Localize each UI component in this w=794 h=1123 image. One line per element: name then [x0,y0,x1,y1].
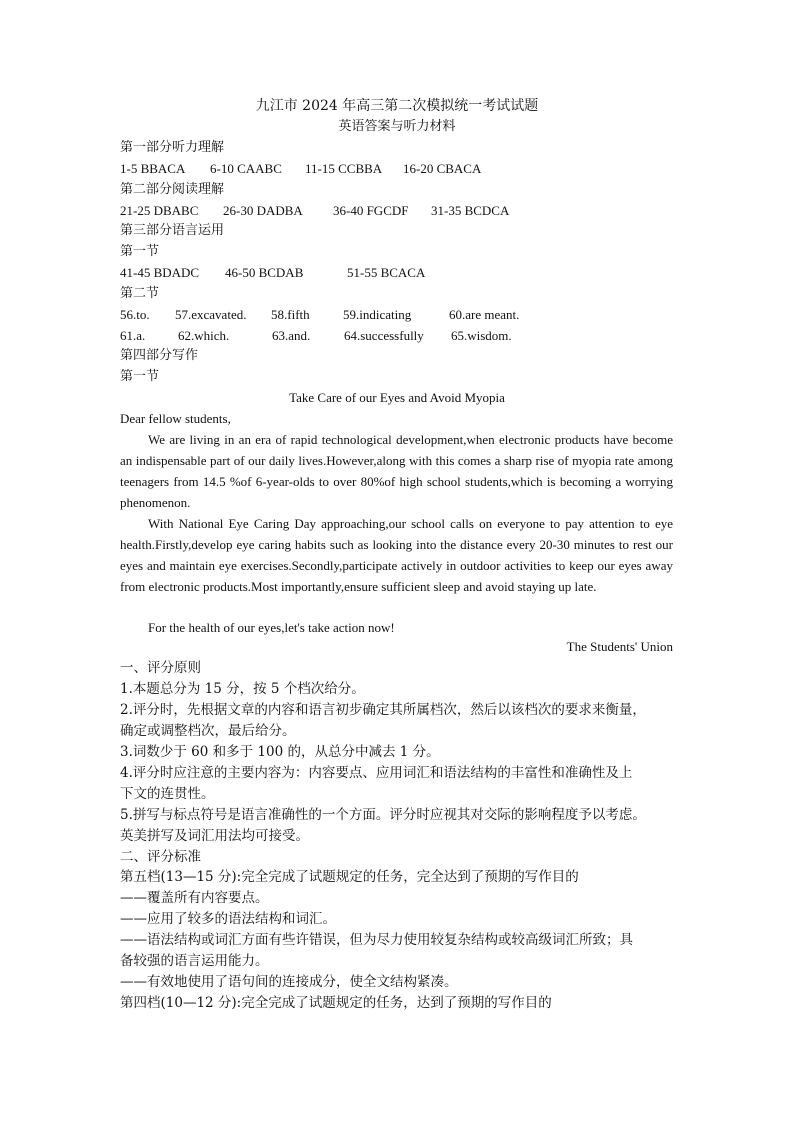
answer-group: 26-30 DADBA [223,203,303,218]
essay-paragraph-3: For the health of our eyes,let's take action now! [148,620,395,635]
answer-group: 11-15 CCBBA [305,161,383,176]
standard-line: 备较强的语言运用能力。 [120,953,269,969]
essay-salutation: Dear fellow students, [120,411,231,426]
answer-group: 36-40 FGCDF [333,203,409,218]
answer-item: 57.excavated. [175,307,247,322]
answer-item: 61.a. [120,328,146,343]
answer-item: 64.successfully [344,328,424,343]
part1-heading: 第一部分听力理解 [120,140,225,155]
principle-line: 英美拼写及词汇用法均可接受。 [120,828,309,844]
principle-line: 1.本题总分为 15 分，按 5 个档次给分。 [120,681,365,697]
standard-line: ——有效地使用了语句间的连接成分，使全文结构紧凑。 [120,974,458,990]
essay-paragraph-1: We are living in an era of rapid technological development,when electronic products have become an indispensable part of our daily lives.However,along with this comes a sharp rise of myopia rate among teenagers from 14.5 %of 6-year-olds to over 80%of high school students,which is becoming a worrying phenomenon. [120,432,673,510]
standard-line: ——语法结构或词汇方面有些许错误，但为尽力使用较复杂结构或较高级词汇所致；具 [120,932,633,948]
page-subtitle: 英语答案与听力材料 [338,119,456,134]
answer-group: 46-50 BCDAB [225,265,304,280]
principles-heading: 一、评分原则 [120,660,201,676]
answer-item: 58.fifth [271,307,310,322]
answer-item: 63.and. [272,328,311,343]
part3-section2-row2 [120,327,680,345]
answer-group: 16-20 CBACA [403,161,482,176]
part4-heading: 第四部分写作 [120,348,199,363]
answer-item: 56.to. [120,307,150,322]
part2-heading: 第二部分阅读理解 [120,182,225,197]
part2-answers [120,202,680,220]
page-title: 九江市 2024 年高三第二次模拟统一考试试题 [255,98,539,114]
part1-answers [120,160,680,178]
essay-paragraph-2: With National Eye Caring Day approaching,our school calls on everyone to pay attention to eye health.Firstly,develop eye caring habits such as looking into the distance every 20-30 minutes to rest our eyes and maintain eye exercises.Secondly,participate actively in outdoor activities to keep our eyes away from electronic products.Most importantly,ensure sufficient sleep and avoid staying up late. [120,516,673,594]
standard-line: 第五档(13—15 分):完全完成了试题规定的任务，完全达到了预期的写作目的 [120,869,579,885]
standard-line: ——应用了较多的语法结构和词汇。 [120,911,336,927]
answer-item: 62.which. [178,328,230,343]
part4-section1-heading: 第一节 [120,369,160,384]
answer-group: 6-10 CAABC [210,161,282,176]
principle-line: 5.拼写与标点符号是语言准确性的一个方面。评分时应视其对交际的影响程度予以考虑。 [120,807,646,823]
standard-line: ——覆盖所有内容要点。 [120,890,269,906]
answer-item: 60.are meant. [449,307,520,322]
essay-signature: The Students' Union [566,639,673,654]
part3-section2-heading: 第二节 [120,286,160,301]
part3-section1-heading: 第一节 [120,244,160,259]
answer-group: 41-45 BDADC [120,265,200,280]
essay-title: Take Care of our Eyes and Avoid Myopia [289,390,505,405]
answer-group: 1-5 BBACA [120,161,186,176]
principle-line: 3.词数少于 60 和多于 100 的，从总分中减去 1 分。 [120,744,440,760]
answer-item: 65.wisdom. [451,328,512,343]
principle-line: 确定或调整档次，最后给分。 [120,723,296,739]
answer-item: 59.indicating [343,307,412,322]
answer-group: 31-35 BCDCA [431,203,510,218]
standards-heading: 二、评分标准 [120,849,201,865]
part3-heading: 第三部分语言运用 [120,223,225,238]
answer-group: 51-55 BCACA [347,265,426,280]
principle-line: 2.评分时，先根据文章的内容和语言初步确定其所属档次，然后以该档次的要求来衡量， [120,702,646,718]
answer-group: 21-25 DBABC [120,203,199,218]
principle-line: 下文的连贯性。 [120,786,215,802]
principle-line: 4.评分时应注意的主要内容为：内容要点、应用词汇和语法结构的丰富性和准确性及上 [120,765,633,781]
part3-section2-row1 [120,306,680,324]
part3-section1-answers [120,264,680,282]
standard-line: 第四档(10—12 分):完全完成了试题规定的任务，达到了预期的写作目的 [120,995,552,1011]
